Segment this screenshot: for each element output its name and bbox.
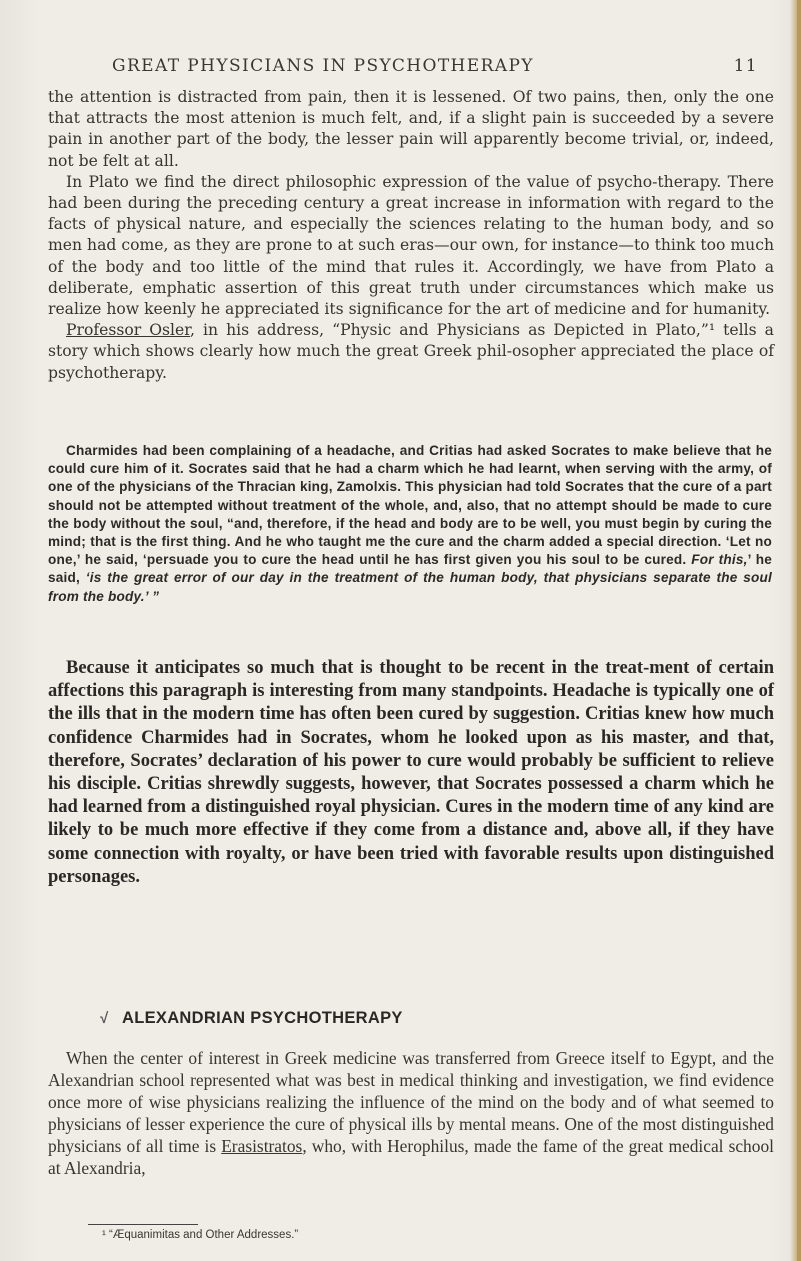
- intro-text: [48, 87, 774, 384]
- check-mark-icon: √: [100, 1010, 109, 1027]
- alexandria-after: , who, with Herophilus, made the fame of the great medical school at Alexandria,: [48, 1136, 774, 1178]
- paragraph-osler: [48, 320, 774, 384]
- commentary-text: [48, 657, 774, 889]
- paragraph-plato: In Plato we find the direct philosophic expression of the value of psycho-therapy. There had been during the preceding century a great increase in information with regard to the facts of physical nature, and especially the sciences relating to the human body, and so men had come, as they are prone to at such eras—our own, for instance—to think too much of the body and too little of the mind that rules it. Accordingly, we have from Plato a deliberate, emphatic assertion of this great truth under circumstances which make us realize how keenly he appreciated its significance for the art of medicine and for humanity.: [48, 172, 774, 319]
- erasistratos-name: Erasistratos: [221, 1136, 303, 1156]
- page-number: 11: [733, 56, 758, 76]
- quotation-mid: ’ he said,: [48, 552, 772, 586]
- section-heading-text: ALEXANDRIAN PSYCHOTHERAPY: [122, 1009, 403, 1027]
- block-quotation: [48, 442, 772, 606]
- running-head-title: GREAT PHYSICIANS IN PSYCHOTHERAPY: [112, 56, 534, 76]
- paragraph-alexandria: [48, 1047, 774, 1179]
- section-heading: [100, 1009, 720, 1028]
- paragraph-because: Because it anticipates so much that is thought to be recent in the treat-ment of certain affections this paragraph is interesting from many standpoints. Headache is typically one of the ills that in the modern time has often been cured by suggestion. Critias knew how much confidence Charmides had in Socrates, whom he looked upon as his master, and that, therefore, Socrates’ declaration of his power to cure would probably be sufficient to relieve his disciple. Critias shrewdly suggests, however, that Socrates possessed a charm which he had learned from a distinguished royal physician. Cures in the modern time of any kind are likely to be much more effective if they come from a distance and, above all, if they have some connection with royalty, or have been tried with favorable results upon distinguished personages.: [48, 658, 774, 887]
- alexandria-text: [48, 1047, 774, 1179]
- footnote: ¹ “Æquanimitas and Other Addresses.”: [102, 1229, 299, 1241]
- running-head: [48, 56, 778, 82]
- footnote-divider: [88, 1224, 198, 1225]
- quotation-italic-1: For this,: [691, 552, 748, 568]
- osler-text: , in his address, “Physic and Physicians as Depicted in Plato,”¹ tells a story which shows clearly how much the great Greek phil-osopher appreciated the place of psychotherapy.: [48, 321, 774, 382]
- alexandria-before: When the center of interest in Greek medicine was transferred from Greece itself to Egypt, and the Alexandrian school represented what was best in medical thinking and investigation, we find evidence once more of wise physicians realizing the influence of the mind on the body and of what seemed to physicians of lesser experience the cure of physical ills by mental means. One of the most distinguished physicians of all time is: [48, 1048, 774, 1156]
- paragraph-continuation: the attention is distracted from pain, then it is lessened. Of two pains, then, only the one that attracts the most attenion is much felt, and, if a slight pain is succeeded by a severe pain in another part of the body, the lesser pain will apparently become trivial, or, indeed, not be felt at all.: [48, 88, 774, 170]
- quotation-text: [48, 442, 772, 606]
- osler-name: Professor Osler: [66, 321, 190, 340]
- page-edge: [797, 0, 801, 1261]
- quotation-italic-2: ‘is the great error of our day in the treatment of the human body, that physicians separate the soul from the body.’ ”: [48, 570, 772, 604]
- quotation-main: Charmides had been complaining of a headache, and Critias had asked Socrates to make believe that he could cure him of it. Socrates said that he had a charm which he had learnt, when serving with the army, of one of the physicians of the Thracian king, Zamolxis. This physician had told Socrates that the cure of a part should not be attempted without treatment of the whole, and, also, that no attempt should be made to cure the body without the soul, “and, therefore, if the head and body are to be well, you must begin by curing the mind; that is the first thing. And he who taught me the cure and the charm added a special direction. ‘Let no one,’ he said, ‘persuade you to cure the head until he has first given you his soul to be cured.: [48, 443, 772, 568]
